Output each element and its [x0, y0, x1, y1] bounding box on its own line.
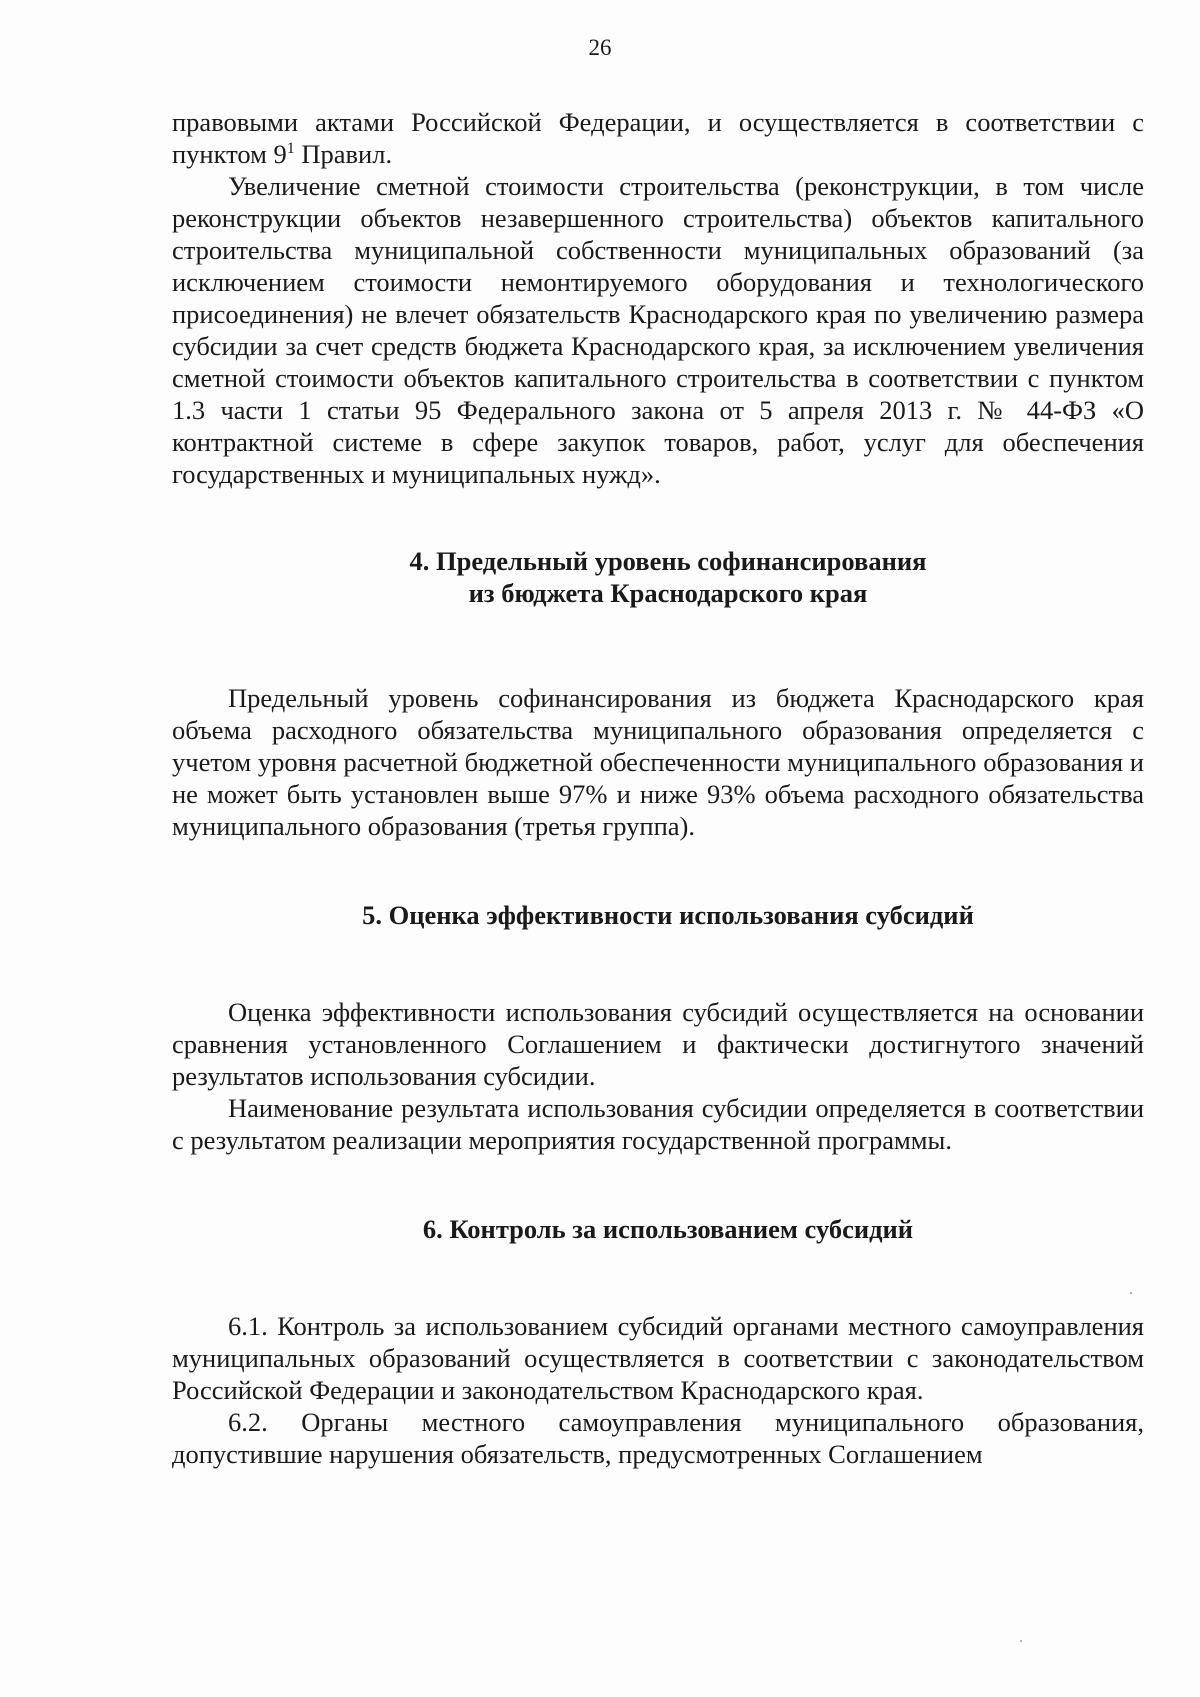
section-heading-4: [172, 545, 1144, 609]
scan-speck: [1020, 1640, 1022, 1642]
page-number: 26: [588, 35, 612, 60]
paragraph-efficiency-assessment: Оценка эффективности использования субсидий осуществляется на основании сравнения установленного Соглашением и фактически достигнутого значений результатов использования субсидии.: [172, 997, 1144, 1091]
heading-4-line-2: из бюджета Краснодарского края: [468, 578, 868, 608]
section-heading-6: 6. Контроль за использованием субсидий: [422, 1214, 914, 1244]
heading-4-line-1: 4. Предельный уровень софинансирования: [409, 546, 927, 576]
paragraph-continuation: [172, 106, 1144, 170]
paragraph-result-name: Наименование результата использования субсидии определяется в соответствии с результатом реализации мероприятия государственной программы.: [172, 1093, 1144, 1155]
paragraph-estimate-increase: Увеличение сметной стоимости строительства (реконструкции, в том числе реконструкции объектов незавершенного строительства) объектов капитального строительства муниципальной собственности муниципальных образований (за исключением стоимости немонтируемого оборудования и технологического присоединения) не влечет обязательств Краснодарского края по увеличению размера субсидии за счет средств бюджета Краснодарского края, за исключением увеличения сметной стоимости объектов капитального строительства в соответствии с пунктом 1.3 части 1 статьи 95 Федерального закона от 5 апреля 2013 г. № 44-ФЗ «О контрактной системе в сфере закупок товаров, работ, услуг для обеспечения государственных и муниципальных нужд».: [172, 171, 1144, 489]
section-heading-5: 5. Оценка эффективности использования субсидий: [362, 900, 974, 930]
paragraph-control-6-2: 6.2. Органы местного самоуправления муниципального образования, допустившие нарушения обязательств, предусмотренных Соглашением: [172, 1407, 1144, 1469]
paragraph-text-end: Правил.: [294, 139, 393, 169]
scan-speck: [1130, 1292, 1132, 1294]
paragraph-cofinancing-level: Предельный уровень софинансирования из бюджета Краснодарского края объема расходного обязательства муниципального образования определяется с учетом уровня расчетной бюджетной обеспеченности муниципального образования и не может быть установлен выше 97% и ниже 93% объема расходного обязательства муниципального образования (третья группа).: [172, 683, 1144, 841]
document-body: [172, 106, 1144, 1470]
paragraph-text: правовыми актами Российской Федерации, и осуществляется в соответствии с пунктом 9: [172, 107, 1144, 169]
paragraph-control-6-1: 6.1. Контроль за использованием субсидий органами местного самоуправления муниципальных образований осуществляется в соответствии с законодательством Российской Федерации и законодательством Краснодарского края.: [172, 1311, 1144, 1405]
superscript: 1: [286, 140, 295, 158]
